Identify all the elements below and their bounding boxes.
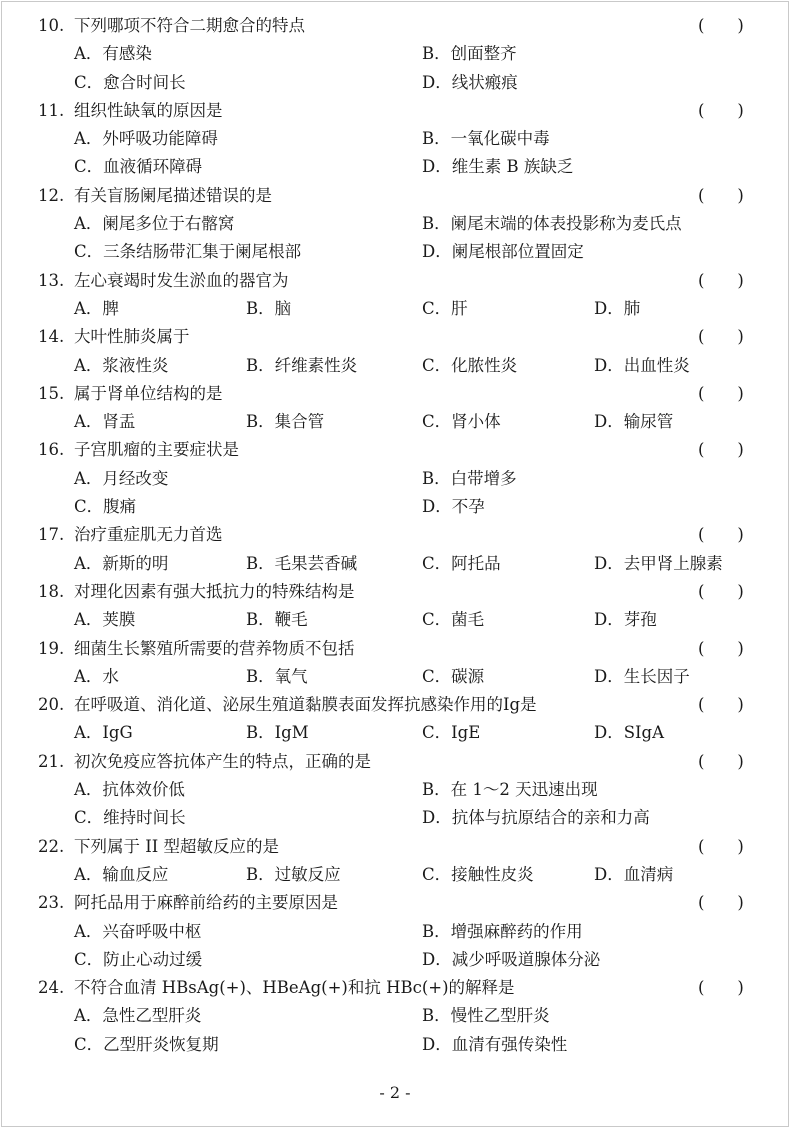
- options-row: [38, 550, 758, 578]
- question-stem: 在呼吸道、消化道、泌尿生殖道黏膜表面发挥抗感染作用的Ig是: [74, 695, 537, 715]
- option-c: C．阿托品: [422, 553, 501, 573]
- option-a: A．输血反应: [74, 864, 169, 884]
- option-c: C．乙型肝炎恢复期: [74, 1034, 219, 1054]
- option-a: A．肾盂: [74, 412, 136, 432]
- question-number: 17.: [38, 525, 65, 545]
- option-c: C．化脓性炎: [422, 355, 518, 375]
- option-a: A．脾: [74, 298, 119, 318]
- question-stem: 左心衰竭时发生淤血的器官为: [74, 270, 289, 290]
- option-d: D．不孕: [422, 497, 485, 517]
- question-stem-row: [38, 380, 758, 408]
- option-d: D．线状瘢痕: [422, 72, 518, 92]
- options-row: [38, 125, 758, 153]
- question-number: 10.: [38, 16, 65, 35]
- option-a: A．月经改变: [74, 468, 169, 488]
- option-b: B．脑: [246, 298, 292, 318]
- question-stem: 对理化因素有强大抵抗力的特殊结构是: [74, 581, 355, 601]
- question-number: 21.: [38, 751, 65, 771]
- question-stem-row: [38, 974, 758, 1002]
- question-stem: 子宫肌瘤的主要症状是: [74, 440, 239, 460]
- option-d: D．血清有强传染性: [422, 1034, 568, 1054]
- option-c: C．接触性皮炎: [422, 864, 534, 884]
- answer-blank: ( ): [698, 581, 744, 601]
- option-d: D．维生素 B 族缺乏: [422, 157, 574, 177]
- option-b: B．增强麻醉药的作用: [422, 921, 583, 941]
- options-row: [38, 1031, 758, 1059]
- options-row: [38, 804, 758, 832]
- answer-blank: ( ): [698, 270, 744, 290]
- option-b: B．阑尾末端的体表投影称为麦氏点: [422, 214, 682, 234]
- answer-blank: ( ): [698, 327, 744, 347]
- option-b: B．创面整齐: [422, 44, 517, 64]
- option-a: A．阑尾多位于右髂窝: [74, 214, 235, 234]
- option-a: A．新斯的明: [74, 553, 169, 573]
- option-b: B．鞭毛: [246, 610, 308, 630]
- option-c: C．IgE: [422, 723, 481, 743]
- question-stem-row: [38, 323, 758, 351]
- options-row: [38, 238, 758, 266]
- option-d: D．输尿管: [594, 412, 674, 432]
- page-number: - 2 -: [379, 1083, 411, 1102]
- answer-blank: ( ): [698, 638, 744, 658]
- answer-blank: ( ): [698, 836, 744, 856]
- option-a: A．抗体效价低: [74, 780, 185, 800]
- option-b: B．一氧化碳中毒: [422, 129, 550, 149]
- answer-blank: ( ): [698, 440, 744, 460]
- option-b: B．毛果芸香碱: [246, 553, 358, 573]
- option-d: D．SIgA: [594, 723, 665, 743]
- option-c: C．防止心动过缓: [74, 949, 203, 969]
- options-row: [38, 776, 758, 804]
- option-c: C．碳源: [422, 666, 485, 686]
- options-row: [38, 153, 758, 181]
- option-a: A．有感染: [74, 44, 152, 64]
- answer-blank: ( ): [698, 16, 744, 35]
- options-row: [38, 918, 758, 946]
- option-a: A．IgG: [74, 723, 133, 743]
- option-b: B．在 1～2 天迅速出现: [422, 780, 598, 800]
- option-c: C．维持时间长: [74, 808, 186, 828]
- option-a: A．外呼吸功能障碍: [74, 129, 218, 149]
- question-stem: 初次免疫应答抗体产生的特点，正确的是: [74, 751, 371, 771]
- question-stem: 下列属于 II 型超敏反应的是: [74, 836, 280, 856]
- question-stem-row: [38, 436, 758, 464]
- option-a: A．荚膜: [74, 610, 136, 630]
- option-b: B．纤维素性炎: [246, 355, 358, 375]
- option-d: D．阑尾根部位置固定: [422, 242, 584, 262]
- options-row: [38, 1002, 758, 1030]
- question-stem-row: [38, 521, 758, 549]
- option-c: C．肾小体: [422, 412, 501, 432]
- question-number: 12.: [38, 185, 65, 205]
- question-number: 19.: [38, 638, 65, 658]
- answer-blank: ( ): [698, 751, 744, 771]
- question-stem: 有关盲肠阑尾描述错误的是: [74, 185, 272, 205]
- question-number: 13.: [38, 270, 65, 290]
- options-row: [38, 861, 758, 889]
- question-stem-row: [38, 12, 758, 40]
- question-number: 22.: [38, 836, 65, 856]
- question-number: 23.: [38, 893, 65, 913]
- question-number: 14.: [38, 327, 65, 347]
- option-b: B．慢性乙型肝炎: [422, 1006, 550, 1026]
- exam-page: [1, 1, 789, 1127]
- question-stem-row: [38, 182, 758, 210]
- option-d: D．出血性炎: [594, 355, 690, 375]
- question-stem: 下列哪项不符合二期愈合的特点: [74, 16, 305, 35]
- option-b: B．氧气: [246, 666, 308, 686]
- option-c: C．菌毛: [422, 610, 485, 630]
- question-stem-row: [38, 578, 758, 606]
- options-row: [38, 493, 758, 521]
- question-number: 15.: [38, 383, 65, 403]
- option-b: B．集合管: [246, 412, 325, 432]
- options-row: [38, 465, 758, 493]
- option-c: C．肝: [422, 298, 468, 318]
- options-row: [38, 352, 758, 380]
- option-b: B．IgM: [246, 723, 309, 743]
- question-list: [38, 12, 758, 1059]
- answer-blank: ( ): [698, 383, 744, 403]
- option-d: D．去甲肾上腺素: [594, 553, 723, 573]
- option-c: C．腹痛: [74, 497, 137, 517]
- options-row: [38, 210, 758, 238]
- question-number: 18.: [38, 581, 65, 601]
- option-d: D．血清病: [594, 864, 674, 884]
- answer-blank: ( ): [698, 525, 744, 545]
- question-number: 16.: [38, 440, 65, 460]
- question-number: 20.: [38, 695, 65, 715]
- question-stem: 不符合血清 HBsAg(+)、HBeAg(+)和抗 HBc(+)的解释是: [74, 978, 515, 998]
- option-a: A．水: [74, 666, 119, 686]
- options-row: [38, 663, 758, 691]
- question-stem-row: [38, 833, 758, 861]
- question-stem-row: [38, 748, 758, 776]
- options-row: [38, 295, 758, 323]
- option-d: D．抗体与抗原结合的亲和力高: [422, 808, 650, 828]
- option-d: D．肺: [594, 298, 641, 318]
- options-row: [38, 40, 758, 68]
- option-c: C．血液循环障碍: [74, 157, 203, 177]
- question-number: 24.: [38, 978, 65, 998]
- options-row: [38, 719, 758, 747]
- option-d: D．减少呼吸道腺体分泌: [422, 949, 601, 969]
- answer-blank: ( ): [698, 695, 744, 715]
- option-c: C．愈合时间长: [74, 72, 186, 92]
- question-stem: 细菌生长繁殖所需要的营养物质不包括: [74, 638, 355, 658]
- question-stem-row: [38, 691, 758, 719]
- option-a: A．浆液性炎: [74, 355, 169, 375]
- options-row: [38, 946, 758, 974]
- options-row: [38, 408, 758, 436]
- question-stem: 阿托品用于麻醉前给药的主要原因是: [74, 893, 338, 913]
- question-stem-row: [38, 97, 758, 125]
- question-stem: 大叶性肺炎属于: [74, 327, 190, 347]
- option-d: D．生长因子: [594, 666, 690, 686]
- option-b: B．过敏反应: [246, 864, 341, 884]
- question-stem: 属于肾单位结构的是: [74, 383, 223, 403]
- question-stem-row: [38, 635, 758, 663]
- answer-blank: ( ): [698, 185, 744, 205]
- option-d: D．芽孢: [594, 610, 657, 630]
- answer-blank: ( ): [698, 893, 744, 913]
- answer-blank: ( ): [698, 100, 744, 120]
- options-row: [38, 69, 758, 97]
- option-a: A．兴奋呼吸中枢: [74, 921, 202, 941]
- question-stem-row: [38, 267, 758, 295]
- question-stem: 组织性缺氧的原因是: [74, 100, 223, 120]
- option-b: B．白带增多: [422, 468, 517, 488]
- option-a: A．急性乙型肝炎: [74, 1006, 202, 1026]
- question-stem-row: [38, 889, 758, 917]
- option-c: C．三条结肠带汇集于阑尾根部: [74, 242, 302, 262]
- question-stem: 治疗重症肌无力首选: [74, 525, 223, 545]
- answer-blank: ( ): [698, 978, 744, 998]
- question-number: 11.: [38, 100, 65, 120]
- options-row: [38, 606, 758, 634]
